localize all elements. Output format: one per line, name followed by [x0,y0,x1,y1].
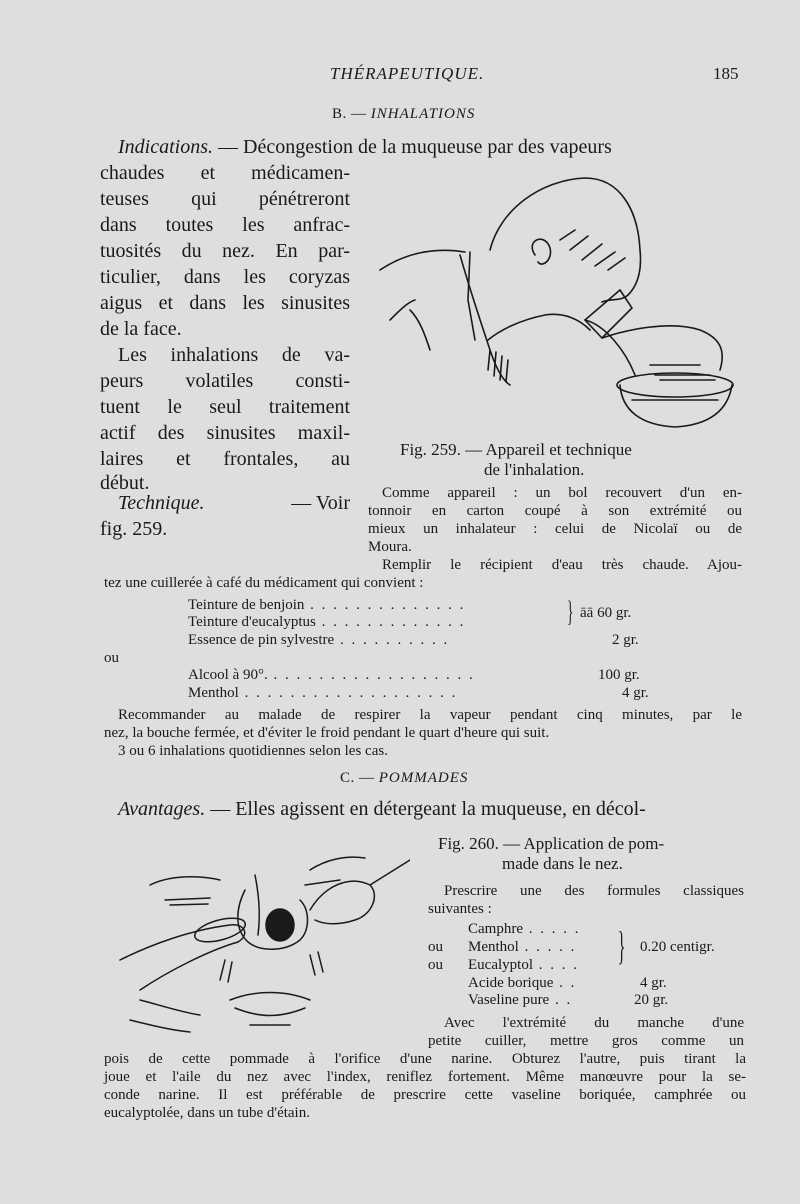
indications-label: Indications. [118,136,213,158]
prescrire-line2: suivantes : [428,901,492,917]
fig260-caption-line1: Fig. 260. — Application de pom- [438,834,665,853]
para2-line: laires et frontales, au [100,448,350,470]
recipe2-brace: } [617,923,626,968]
indications-first-line [118,134,612,160]
recipe1-brace: } [566,595,574,628]
recipe2-ou2: ou [428,957,443,973]
remplir-line2: tez une cuillerée à café du médicament qui convient : [104,575,424,591]
final-line: Avec l'extrémité du manche d'une [444,1015,744,1031]
section-b-prefix: B. — [332,106,367,122]
indications-text: — Décongestion de la muqueuse par des vapeurs [213,136,612,158]
technique-line [118,490,350,516]
inhalation-illustration [370,170,740,440]
inhalations-count: 3 ou 6 inhalations quotidiennes selon les cas. [118,743,388,759]
recipe1-item2: Teinture d'eucalyptus . . . . . . . . . . . . . [188,614,466,630]
final-line: petite cuiller, mettre gros comme un [428,1033,744,1049]
section-c-prefix: C. — [340,770,375,786]
final-line: joue et l'aile du nez avec l'index, reniflez fortement. Même manœuvre pour la se- [104,1069,746,1085]
technique-label: Technique. [118,492,205,514]
recipe1-ou: ou [104,650,119,666]
recipe2-qty4: 4 gr. [640,975,667,991]
fig259-caption-line2: de l'inhalation. [484,460,585,479]
avantages-text: — Elles agissent en détergeant la muqueuse, en décol- [205,798,646,820]
para2-line: actif des sinusites maxil- [100,422,350,444]
section-b-title: INHALATIONS [370,106,476,122]
recipe1-item3: Essence de pin sylvestre . . . . . . . . . . [188,632,450,648]
indications-line: de la face. [100,318,182,340]
para2-line: peurs volatiles consti- [100,370,350,392]
para2-line: début. [100,472,150,494]
recipe2-ou1: ou [428,939,443,955]
final-line: eucalyptolée, dans un tube d'étain. [104,1105,310,1121]
technique-rest: — Voir [291,492,350,514]
final-line: pois de cette pommade à l'orifice d'une narine. Obturez l'autre, puis tirant la [104,1051,746,1067]
recipe2-qty-group: 0.20 centigr. [640,939,715,955]
avantages-line [118,796,646,822]
appareil-line: Moura. [368,539,412,555]
appareil-line: mieux un inhalateur : celui de Nicolaï ou de [368,521,742,537]
recipe2-qty5: 20 gr. [634,992,669,1008]
appareil-line: tonnoir en carton coupé à son extrémité ou [368,503,742,519]
indications-line: aigus et dans les sinusites [100,292,350,314]
recipe1-qty12: āā 60 gr. [580,605,632,621]
indications-line: chaudes et médicamen- [100,162,350,184]
indications-line: teuses qui pénétreront [100,188,350,210]
fig260-caption-line2: made dans le nez. [502,854,623,873]
recipe1-item4: Alcool à 90°. . . . . . . . . . . . . . . . . . . [188,667,475,683]
nose-ointment-illustration [110,830,410,1040]
recipe2-item3: Eucalyptol . . . . [468,957,579,973]
section-c-heading [340,770,468,787]
recipe1-qty4: 100 gr. [598,667,640,683]
avantages-label: Avantages. [118,798,206,820]
recipe2-item1: Camphre . . . . . [468,921,581,937]
indications-line: ticulier, dans les coryzas [100,266,350,288]
recipe2-item2: Menthol . . . . . [468,939,577,955]
prescrire-line1: Prescrire une des formules classiques [444,883,744,899]
fig259-caption-line1: Fig. 259. — Appareil et technique [400,440,632,459]
recipe1-qty5: 4 gr. [622,685,649,701]
technique-line2: fig. 259. [100,518,168,540]
section-c-title: POMMADES [378,770,469,786]
running-head-title: THÉRAPEUTIQUE. [330,64,485,83]
page-number: 185 [713,64,739,83]
recipe1-item5: Menthol . . . . . . . . . . . . . . . . . . . [188,685,458,701]
final-line: conde narine. Il est préférable de prescrire cette vaseline boriquée, camphrée ou [104,1087,746,1103]
para2-line: tuent le seul traitement [100,396,350,418]
remplir-line1: Remplir le récipient d'eau très chaude. Ajou- [382,557,742,573]
recipe1-item1: Teinture de benjoin . . . . . . . . . . . . . . [188,597,466,613]
section-b-heading [332,106,475,123]
indications-line: dans toutes les anfrac- [100,214,350,236]
indications-line: tuosités du nez. En par- [100,240,350,262]
recipe2-item4: Acide borique . . [468,975,577,991]
recipe2-item5: Vaseline pure . . [468,992,573,1008]
para2-line: Les inhalations de va- [118,344,350,366]
recommander-line: nez, la bouche fermée, et d'éviter le froid pendant le quart d'heure qui suit. [104,725,550,741]
recipe1-qty3: 2 gr. [612,632,639,648]
recommander-line: Recommander au malade de respirer la vapeur pendant cinq minutes, par le [118,707,742,723]
appareil-line: Comme appareil : un bol recouvert d'un en- [382,485,742,501]
